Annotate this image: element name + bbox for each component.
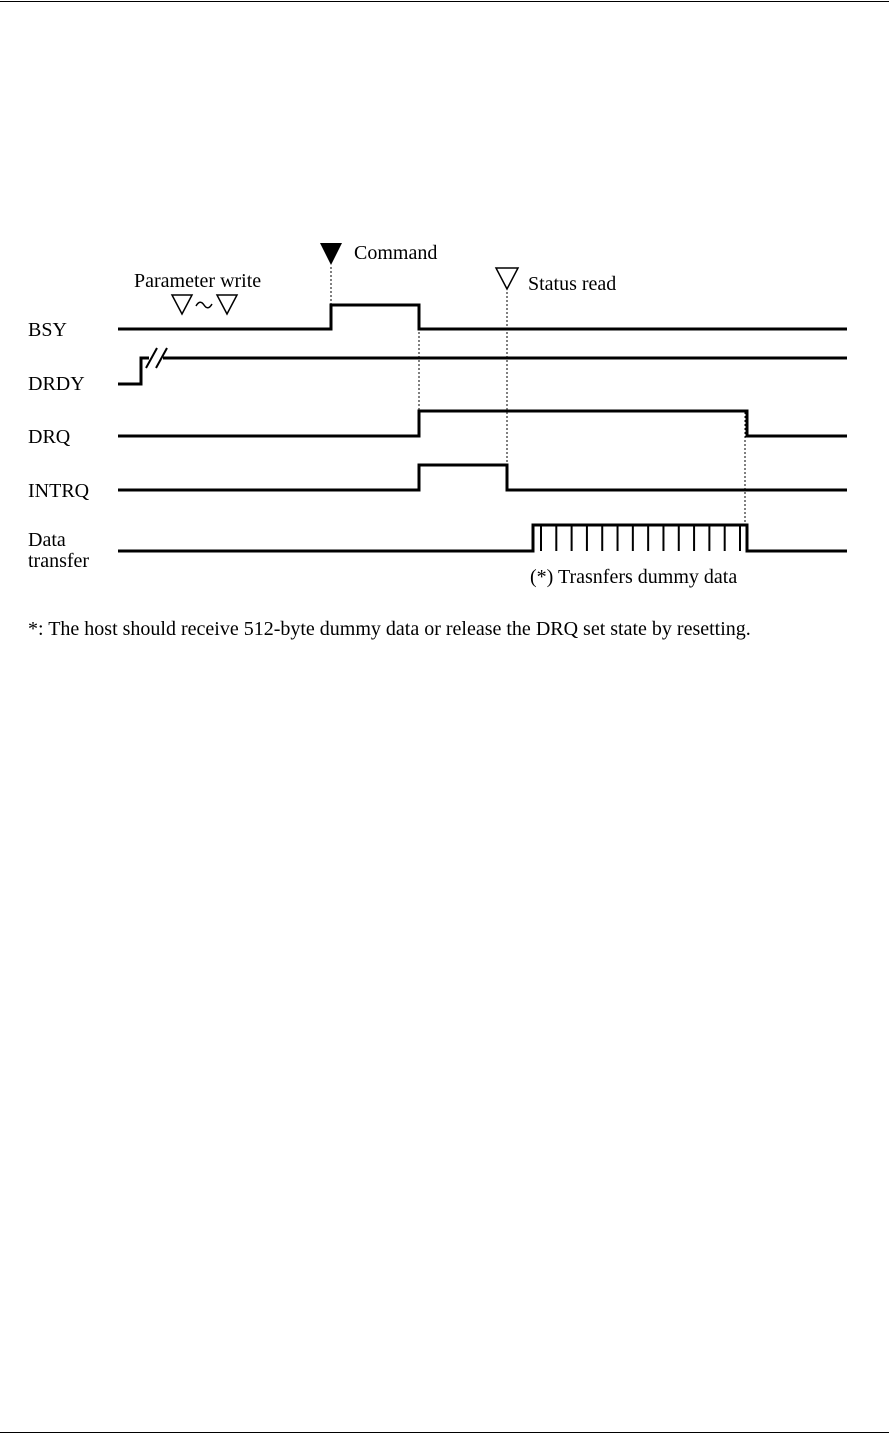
status-read-label: Status read bbox=[528, 273, 617, 295]
command-marker bbox=[320, 242, 437, 305]
status-read-marker bbox=[496, 268, 616, 490]
hollow-triangle-icon bbox=[496, 268, 518, 289]
signal-label-data-line2: transfer bbox=[28, 550, 90, 572]
signal-label-drq: DRQ bbox=[28, 426, 71, 448]
drq-waveform bbox=[118, 411, 847, 436]
parameter-write-marker bbox=[134, 270, 261, 314]
bottom-page-rule bbox=[0, 1432, 889, 1433]
intrq-waveform bbox=[118, 465, 847, 490]
timing-diagram bbox=[0, 0, 889, 610]
footnote: *: The host should receive 512-byte dummy data or release the DRQ set state by resetting. bbox=[28, 618, 751, 640]
filled-triangle-icon bbox=[320, 243, 342, 265]
signal-label-data-line1: Data bbox=[28, 529, 66, 551]
data-transfer-waveform bbox=[118, 525, 847, 551]
command-label: Command bbox=[354, 242, 438, 264]
tilde-icon bbox=[196, 302, 212, 308]
hollow-triangle-icon bbox=[217, 295, 237, 314]
parameter-write-label: Parameter write bbox=[134, 270, 262, 292]
hollow-triangle-icon bbox=[172, 295, 192, 314]
dummy-data-pulses bbox=[541, 525, 740, 551]
bsy-waveform bbox=[118, 305, 847, 329]
signal-label-drdy: DRDY bbox=[28, 373, 85, 395]
drdy-waveform bbox=[118, 348, 847, 384]
signal-label-intrq: INTRQ bbox=[28, 480, 90, 502]
signal-label-bsy: BSY bbox=[28, 319, 67, 341]
dummy-data-annotation: (*) Trasnfers dummy data bbox=[530, 566, 738, 588]
